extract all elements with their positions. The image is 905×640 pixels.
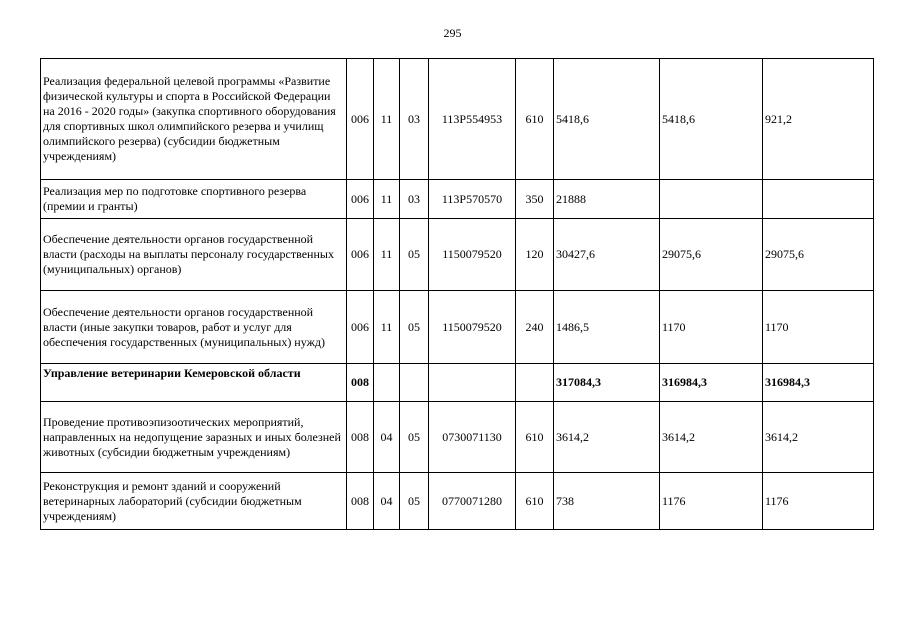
row-description: Реализация мер по подготовке спортивного резерва (премии и гранты) (41, 180, 347, 219)
subsection-code (400, 364, 429, 402)
row-description: Реализация федеральной целевой программы «Развитие физической культуры и спорта в Российской Федерации на 2016 - 2020 годы» (закупка спортивного оборудования для спортивных школ олимпийского резерва и училищ олимпийского резерва) (субсидии бюджетным учреждениям) (41, 59, 347, 180)
expense-type-code: 350 (516, 180, 554, 219)
amount-year-3: 3614,2 (763, 402, 874, 473)
subsection-code: 03 (400, 59, 429, 180)
amount-year-1: 30427,6 (554, 219, 660, 291)
target-article-code: 1150079520 (429, 291, 516, 364)
row-description: Обеспечение деятельности органов государственной власти (иные закупки товаров, работ и услуг для обеспечения государственных (муниципальных) нужд) (41, 291, 347, 364)
table-row-department-total (41, 364, 874, 402)
expense-type-code: 610 (516, 473, 554, 530)
amount-year-1: 5418,6 (554, 59, 660, 180)
amount-year-1: 317084,3 (554, 364, 660, 402)
budget-table (40, 58, 874, 530)
section-code (374, 364, 400, 402)
table-row (41, 59, 874, 180)
row-description: Управление ветеринарии Кемеровской области (41, 364, 347, 402)
target-article-code: 1150079520 (429, 219, 516, 291)
section-code: 11 (374, 291, 400, 364)
section-code: 11 (374, 219, 400, 291)
table-row (41, 402, 874, 473)
target-article-code: 113P570570 (429, 180, 516, 219)
table-row (41, 291, 874, 364)
dept-code: 006 (347, 219, 374, 291)
dept-code: 006 (347, 291, 374, 364)
expense-type-code: 240 (516, 291, 554, 364)
amount-year-3 (763, 180, 874, 219)
amount-year-1: 738 (554, 473, 660, 530)
subsection-code: 05 (400, 291, 429, 364)
target-article-code (429, 364, 516, 402)
table-row (41, 180, 874, 219)
section-code: 04 (374, 402, 400, 473)
amount-year-2: 29075,6 (660, 219, 763, 291)
subsection-code: 05 (400, 402, 429, 473)
dept-code: 008 (347, 473, 374, 530)
amount-year-3: 316984,3 (763, 364, 874, 402)
expense-type-code: 610 (516, 402, 554, 473)
amount-year-1: 1486,5 (554, 291, 660, 364)
amount-year-1: 3614,2 (554, 402, 660, 473)
amount-year-1: 21888 (554, 180, 660, 219)
dept-code: 008 (347, 402, 374, 473)
row-description: Обеспечение деятельности органов государственной власти (расходы на выплаты персоналу государственных (муниципальных) органов) (41, 219, 347, 291)
row-description: Проведение противоэпизоотических мероприятий, направленных на недопущение заразных и иных болезней животных (субсидии бюджетным учреждениям) (41, 402, 347, 473)
subsection-code: 03 (400, 180, 429, 219)
amount-year-2 (660, 180, 763, 219)
section-code: 11 (374, 180, 400, 219)
target-article-code: 0730071130 (429, 402, 516, 473)
section-code: 11 (374, 59, 400, 180)
section-code: 04 (374, 473, 400, 530)
table-row (41, 473, 874, 530)
dept-code: 006 (347, 59, 374, 180)
amount-year-3: 1176 (763, 473, 874, 530)
table-row (41, 219, 874, 291)
amount-year-2: 3614,2 (660, 402, 763, 473)
page-number: 295 (443, 26, 462, 40)
target-article-code: 113P554953 (429, 59, 516, 180)
amount-year-3: 921,2 (763, 59, 874, 180)
dept-code: 006 (347, 180, 374, 219)
dept-code: 008 (347, 364, 374, 402)
amount-year-2: 1170 (660, 291, 763, 364)
subsection-code: 05 (400, 473, 429, 530)
amount-year-3: 29075,6 (763, 219, 874, 291)
amount-year-2: 5418,6 (660, 59, 763, 180)
subsection-code: 05 (400, 219, 429, 291)
expense-type-code (516, 364, 554, 402)
expense-type-code: 610 (516, 59, 554, 180)
target-article-code: 0770071280 (429, 473, 516, 530)
expense-type-code: 120 (516, 219, 554, 291)
row-description: Реконструкция и ремонт зданий и сооружений ветеринарных лабораторий (субсидии бюджетным учреждениям) (41, 473, 347, 530)
amount-year-3: 1170 (763, 291, 874, 364)
amount-year-2: 1176 (660, 473, 763, 530)
amount-year-2: 316984,3 (660, 364, 763, 402)
